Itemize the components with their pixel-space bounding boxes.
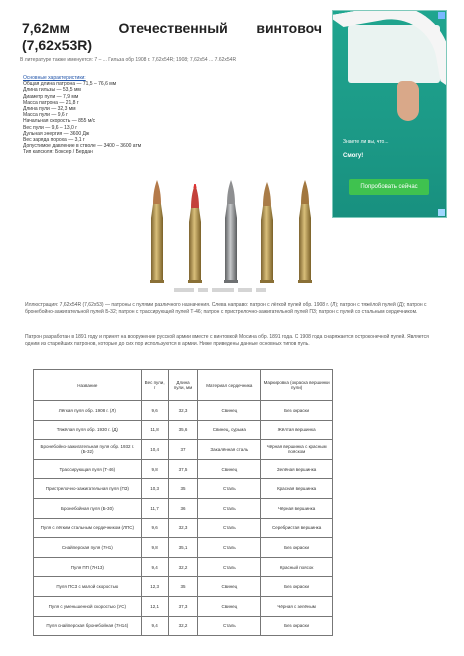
spec-line: Вес пули — 9,6 – 13,0 г (23, 124, 78, 131)
table-row (34, 616, 333, 636)
table-cell: 12,3 (141, 577, 168, 597)
table-cell: Свинец (198, 596, 261, 616)
table-cell: Сталь (198, 557, 261, 577)
table-cell: 35 (168, 577, 198, 597)
table-row (34, 459, 333, 479)
table-cell: 9,8 (141, 459, 168, 479)
table-cell: Сталь (198, 518, 261, 538)
table-cell: Пуля ПСЗ с малой скоростью (34, 577, 142, 597)
cartridge-3 (224, 180, 238, 283)
table-cell: Тяжёлая пуля обр. 1930 г. (Д) (34, 420, 142, 440)
spec-line: Длина гильзы — 53,5 мм (23, 87, 81, 94)
table-cell: Сталь (198, 479, 261, 499)
column-header: Вес пули, г (141, 370, 168, 401)
table-cell: 32,2 (168, 557, 198, 577)
column-header: Маркировка (окраска вершинки пули) (261, 370, 333, 401)
table-cell: Без окраски (261, 616, 333, 636)
table-cell: 9,4 (141, 616, 168, 636)
spec-line: Общая длина патрона — 71,5 – 76,6 мм (23, 81, 117, 88)
column-header: Материал сердечника (198, 370, 261, 401)
table-cell: Красный поясок (261, 557, 333, 577)
table-cell: 36 (168, 498, 198, 518)
table-cell: Зелёная вершинка (261, 459, 333, 479)
table-cell: 11,8 (141, 420, 168, 440)
table-row (34, 479, 333, 499)
table-cell: Без окраски (261, 538, 333, 558)
spec-line: Масса патрона — 21,8 г (23, 99, 79, 106)
spec-line: Начальная скорость — 855 м/с (23, 118, 96, 125)
table-row (34, 420, 333, 440)
ad-question: Знаете ли вы, что... (343, 139, 389, 145)
table-cell: Лёгкая пуля обр. 1908 г. (Л) (34, 401, 142, 421)
table-row (34, 577, 333, 597)
table-cell: Красная вершинка (261, 479, 333, 499)
table-cell: Сталь (198, 538, 261, 558)
table-row (34, 401, 333, 421)
spec-line: Длина пули — 32,3 мм (23, 106, 76, 113)
title-word: Отечественный (118, 20, 228, 36)
table-cell: Трассирующая пуля (Т-46) (34, 459, 142, 479)
alias-text: В литературе также именуется: 7 – ... Гильза обр 1908 г. 7,62x54R; 1908; 7,62x54 ... 7.62x54R (20, 57, 237, 63)
table-row (34, 596, 333, 616)
title-designation: (7,62х53R) (22, 37, 93, 53)
table-cell: Без окраски (261, 577, 333, 597)
table-cell: 32,3 (168, 518, 198, 538)
spec-line: Диаметр пули — 7,9 мм (23, 93, 79, 100)
ad-subtitle: Смогу! (343, 153, 364, 159)
table-row (34, 440, 333, 460)
spec-line: Масса пули — 9,6 г (23, 112, 68, 119)
specs-header[interactable]: Основные характеристики: (23, 75, 86, 81)
table-row (34, 557, 333, 577)
spec-line: Тип капсюля: Боксер / Бердан (23, 149, 93, 156)
table-cell: Свинец (198, 577, 261, 597)
table-cell: Закалённая сталь (198, 440, 261, 460)
spec-line: Допустимое давление в стволе — 3400 – 3600 атм (23, 143, 142, 150)
column-header: Название (34, 370, 142, 401)
table-cell: Без окраски (261, 401, 333, 421)
table-cell: Свинец (198, 401, 261, 421)
document-title (22, 20, 322, 54)
ad-choices-icon[interactable] (438, 209, 445, 216)
table-cell: Чёрная с зелёным (261, 596, 333, 616)
cartridges-image (140, 180, 330, 300)
table-cell: 37,5 (168, 459, 198, 479)
table-cell: Чёрная вершинка с красным пояском (261, 440, 333, 460)
table-header-row (34, 370, 333, 401)
table-cell: 37 (168, 440, 198, 460)
table-cell: 9,8 (141, 538, 168, 558)
advertisement-banner[interactable] (332, 10, 447, 218)
table-cell: 12,1 (141, 596, 168, 616)
table-cell: 11,7 (141, 498, 168, 518)
image-label-strip (174, 288, 266, 292)
table-cell: 9,4 (141, 557, 168, 577)
table-row (34, 518, 333, 538)
table-row (34, 498, 333, 518)
specs-block (23, 75, 253, 156)
table-cell: Снайперская пуля (7Н1) (34, 538, 142, 558)
table-cell: Пуля ПП (7Н13) (34, 557, 142, 577)
table-cell: Чёрная вершинка (261, 498, 333, 518)
table-cell: 35 (168, 479, 198, 499)
description-paragraph: Патрон разработан в 1891 году и принят на вооружение русской армии вместе с винтовкой Мосина обр. 1891 года. С 1908 года снаряжается остроконечной пулей. Является одним из старейших патронов, которые до сих пор используются в армии. Ниже приведены данные основных типов пуль. (25, 334, 429, 347)
table-cell: 10,3 (141, 479, 168, 499)
table-cell: Серебристая вершинка (261, 518, 333, 538)
cartridge-1 (150, 180, 164, 283)
table-row (34, 538, 333, 558)
table-cell: Пуля снайперская бронебойная (7Н14) (34, 616, 142, 636)
cartridge-5 (298, 180, 312, 283)
column-header: Длина пули, мм (168, 370, 198, 401)
hand-illustration (397, 81, 419, 121)
cartridge-2 (188, 184, 202, 283)
table-cell: Пристрелочно-зажигательная пуля (ПЗ) (34, 479, 142, 499)
table-cell: 32,2 (168, 616, 198, 636)
ad-cta-button[interactable]: Попробовать сейчас (349, 179, 429, 195)
table-cell: 37,3 (168, 596, 198, 616)
title-caliber: 7,62мм (22, 20, 70, 36)
table-cell: Бронебойная пуля (Б-30) (34, 498, 142, 518)
table-cell: Свинец, сурьма (198, 420, 261, 440)
table-cell: 35,6 (168, 420, 198, 440)
table-cell: 32,3 (168, 401, 198, 421)
arm-illustration (332, 10, 447, 112)
spec-line: Дульная энергия — 3600 Дж (23, 130, 90, 137)
table-cell: Сталь (198, 616, 261, 636)
bullet-types-table (33, 369, 333, 636)
table-cell: Пуля с уменьшенной скоростью (УС) (34, 596, 142, 616)
table-cell: 9,6 (141, 401, 168, 421)
table-cell: Сталь (198, 498, 261, 518)
table-cell: 9,6 (141, 518, 168, 538)
image-caption: Иллюстрация: 7,62х54R (7,62х53) — патроны с пулями различного назначения. Слева направо: патрон с лёгкой пулей обр. 1908 г. (Л); патрон с тяжёлой пулей (Д); патрон с бронебойно-зажигательной пулей Б-32; патрон с трассирующей пулей Т-46; патрон с пристрелочно-зажигательной пулей ПЗ; патрон с пулей со стальным сердечником. (25, 302, 427, 315)
table-cell: Бронебойно-зажигательная пуля обр. 1932 г. (Б-32) (34, 440, 142, 460)
table-cell: Пуля с лёгким стальным сердечником (ЛПС) (34, 518, 142, 538)
table-cell: Жёлтая вершинка (261, 420, 333, 440)
table-cell: Свинец (198, 459, 261, 479)
table-cell: 35,1 (168, 538, 198, 558)
cartridge-4 (260, 182, 274, 283)
title-word-truncated: винтовоч (256, 20, 322, 36)
spec-line: Вес заряда пороха — 3,1 г (23, 137, 85, 144)
ad-info-icon[interactable] (438, 12, 445, 19)
table-cell: 10,4 (141, 440, 168, 460)
